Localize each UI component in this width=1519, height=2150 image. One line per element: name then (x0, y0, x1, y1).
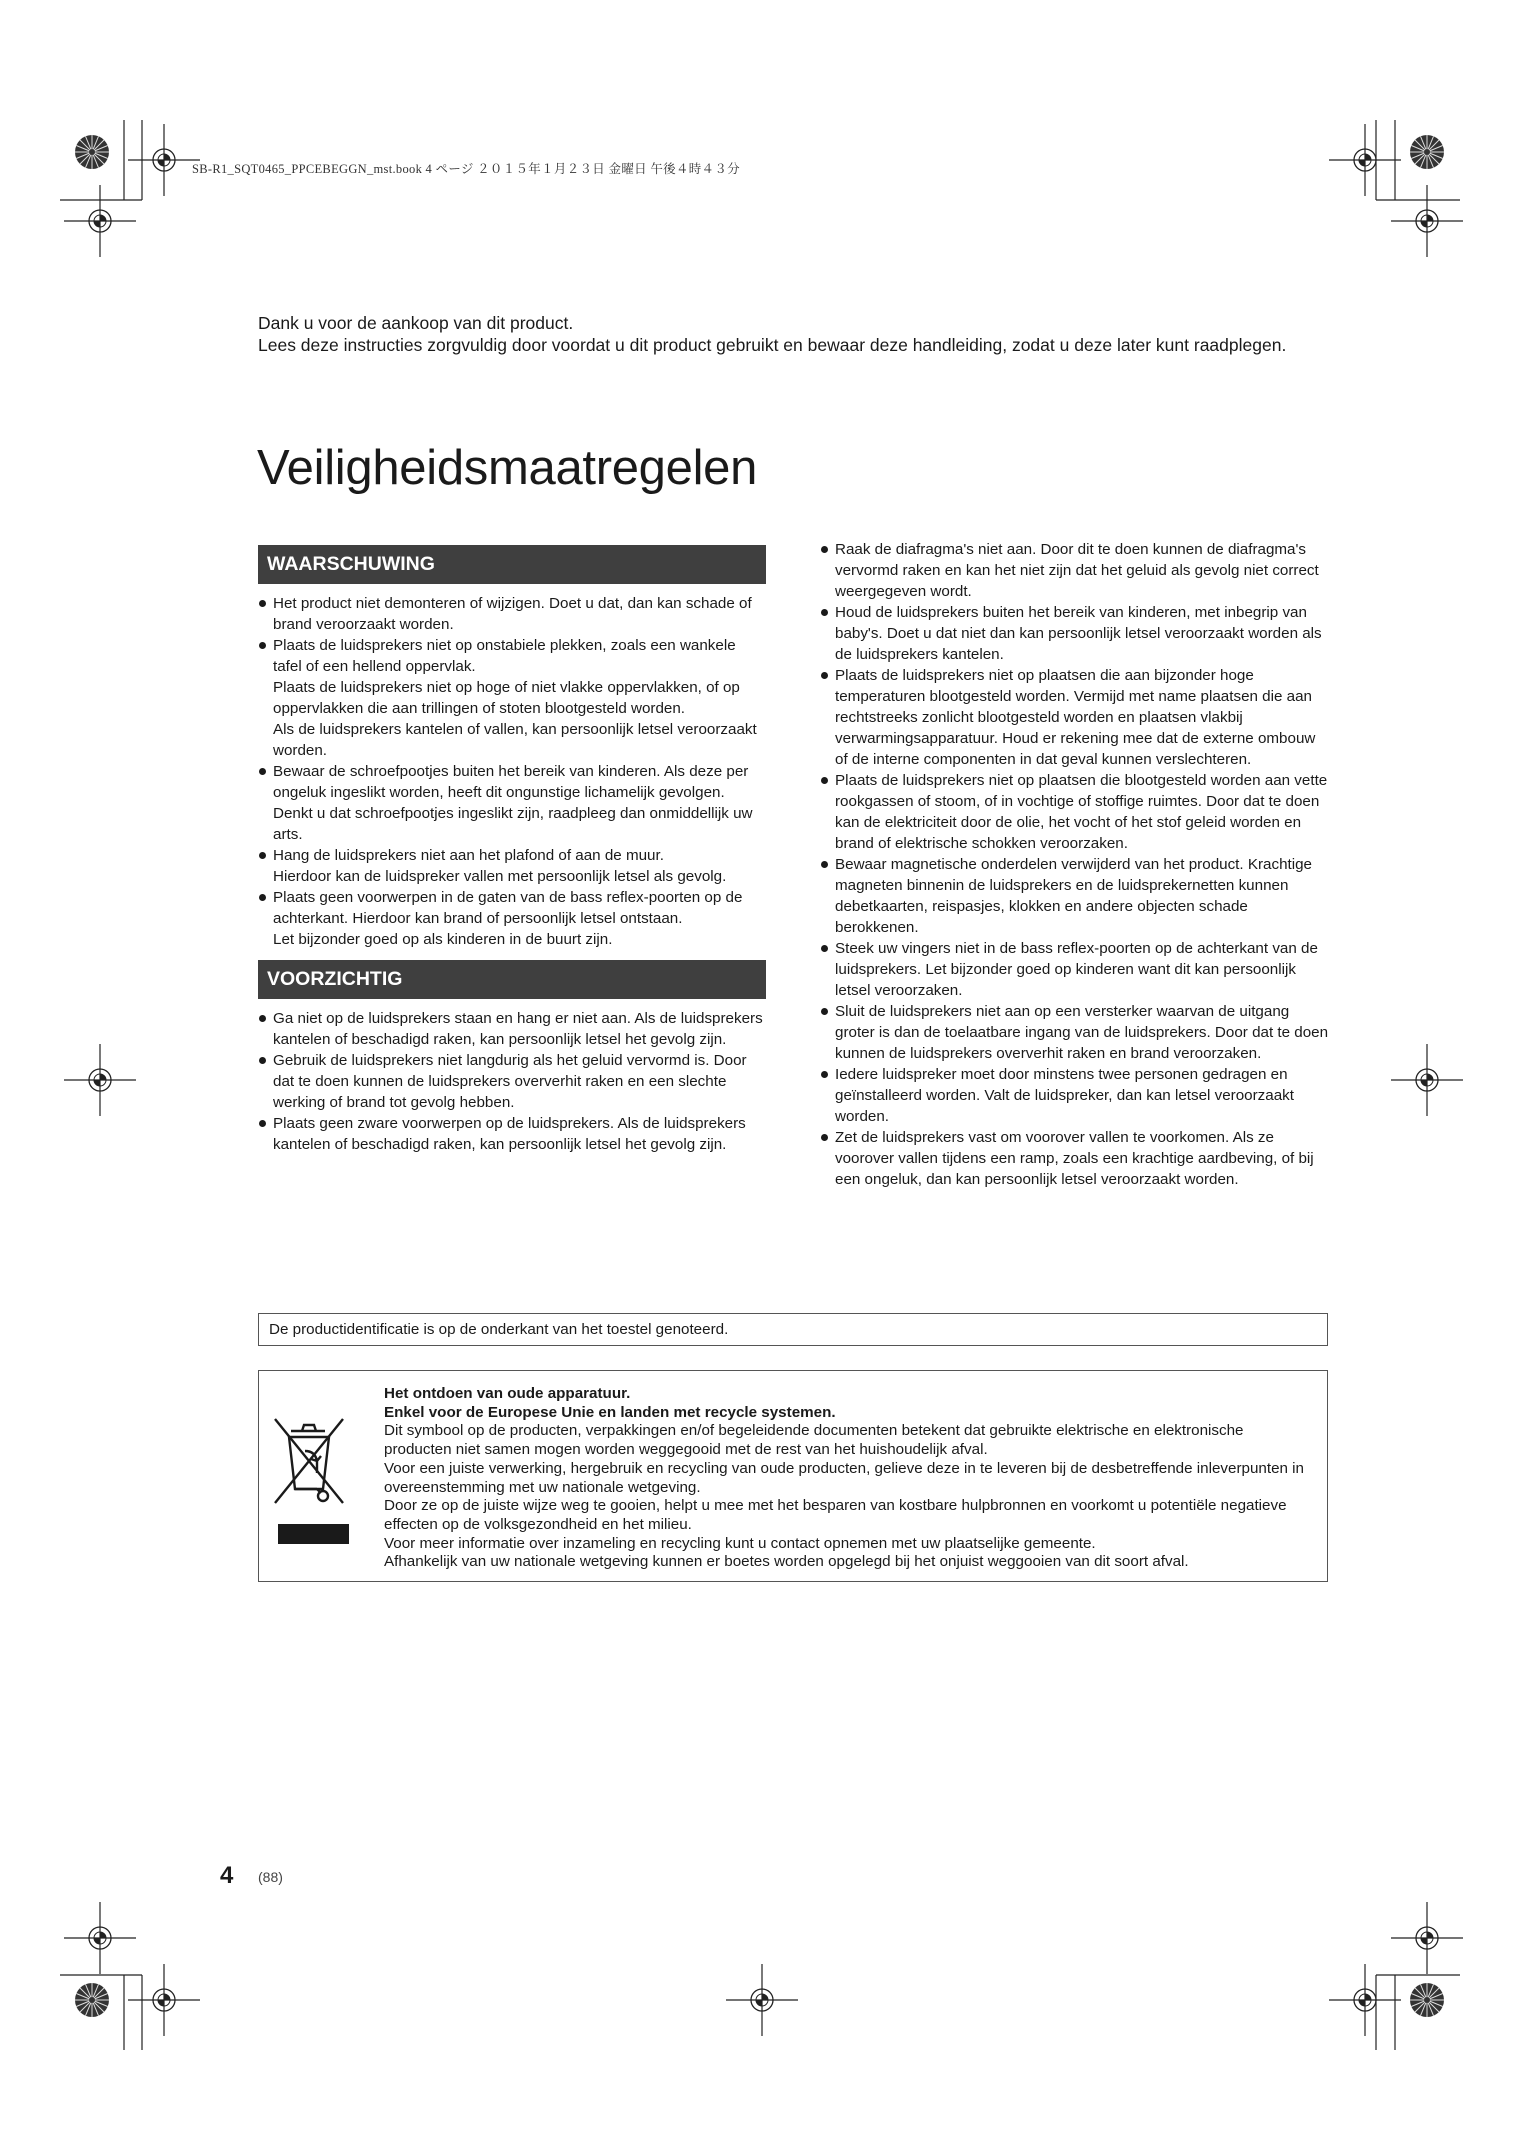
list-item-text: Het product niet demonteren of wijzigen. Doet u dat, dan kan schade of brand veroorzaakt worden. (273, 595, 752, 633)
list-item (820, 854, 1330, 938)
registration-target-icon (75, 135, 109, 169)
list-item (258, 635, 766, 761)
intro-text (258, 312, 1328, 356)
list-item-text: Let bijzonder goed op als kinderen in de buurt zijn. (273, 931, 613, 948)
list-item (258, 845, 766, 887)
registration-target-icon (1410, 1983, 1444, 2017)
intro-line-1: Dank u voor de aankoop van dit product. (258, 313, 574, 333)
list-item-text: Plaats geen zware voorwerpen op de luidsprekers. Als de luidsprekers kantelen of beschadigd raken, kan persoonlijk letsel het gevolg zijn. (273, 1115, 746, 1153)
list-item-text: Plaats de luidsprekers niet op onstabiele plekken, zoals een wankele tafel of een hellend oppervlak. (273, 637, 736, 675)
list-item-text: Zet de luidsprekers vast om voorover vallen te voorkomen. Als ze voorover vallen tijdens een ramp, zoals een krachtige aardbeving, of bij een ongeluk, dan kan persoonlijk letsel veroorzaakt worden. (835, 1129, 1314, 1188)
list-item-text: Gebruik de luidsprekers niet langdurig als het geluid vervormd is. Door dat te doen kunnen de luidsprekers oververhit raken en een slechte werking of brand tot gevolg hebben. (273, 1052, 747, 1111)
list-item-text: Als de luidsprekers kantelen of vallen, kan persoonlijk letsel veroorzaakt worden. (273, 721, 757, 759)
print-header-line: SB-R1_SQT0465_PPCEBEGGN_mst.book 4 ページ ２０１５年１月２３日 金曜日 午後４時４３分 (192, 162, 740, 176)
registration-target-icon (1410, 135, 1444, 169)
page-sub-number: (88) (258, 1869, 283, 1885)
disposal-paragraph: Door ze op de juiste wijze weg te gooien, helpt u mee met het besparen van kostbare hulpbronnen en voorkomt u potentiële negatieve effecten op de volksgezondheid en het milieu. (384, 1497, 1287, 1533)
registration-crosshair-icon (1391, 185, 1463, 257)
registration-crosshair-icon (1329, 124, 1401, 196)
list-item-text: Sluit de luidsprekers niet aan op een versterker waarvan de uitgang groter is dan de toelaatbare ingang van de luidsprekers. Door dat te doen kunnen de luidsprekers oververhit raken en brand veroorzaken. (835, 1003, 1329, 1062)
right-column (820, 539, 1330, 1190)
warning-header: WAARSCHUWING (258, 545, 766, 584)
disposal-paragraph: Voor een juiste verwerking, hergebruik en recycling van oude producten, gelieve deze in te leveren bij de desbetreffende inleverpunten in overeenstemming met uw nationale wetgeving. (384, 1459, 1304, 1496)
list-item (820, 539, 1330, 602)
list-item (820, 1001, 1330, 1064)
list-item (820, 1127, 1330, 1190)
disposal-text (384, 1385, 1314, 1572)
list-item-text: Hang de luidsprekers niet aan het plafond of aan de muur. (273, 847, 664, 864)
page-title: Veiligheidsmaatregelen (257, 441, 758, 495)
list-item (258, 1008, 766, 1050)
list-item (820, 1064, 1330, 1127)
list-item (820, 770, 1330, 854)
list-item (258, 1113, 766, 1155)
caution-header: VOORZICHTIG (258, 960, 766, 999)
registration-crosshair-icon (1391, 1902, 1463, 1974)
list-item-text: Iedere luidspreker moet door minstens twee personen gedragen en geïnstalleerd worden. Valt de luidspreker, dan kan letsel veroorzaakt worden. (835, 1066, 1294, 1125)
list-item-text: Plaats de luidsprekers niet op plaatsen die aan bijzonder hoge temperaturen blootgesteld worden. Vermijd met name plaatsen die aan rechtstreeks zonlicht blootgesteld worden en plaatsen vlakbij verwarmingsapparatuur. Houd er rekening mee dat de externe ombouw of de interne componenten in dat geval kunnen verslechteren. (835, 667, 1316, 768)
list-item (820, 602, 1330, 665)
right-list (820, 539, 1330, 1190)
list-item (820, 938, 1330, 1001)
registration-crosshair-icon (64, 1044, 136, 1116)
list-item-text: Bewaar magnetische onderdelen verwijderd van het product. Krachtige magneten binnenin de luidsprekers en de luidsprekernetten kunnen debetkaarten, reispasjes, klokken en andere objecten schade berokkenen. (835, 856, 1312, 936)
disposal-title: Het ontdoen van oude apparatuur. (384, 1385, 631, 1402)
registration-target-icon (75, 1983, 109, 2017)
registration-crosshair-icon (64, 1902, 136, 1974)
disposal-paragraph: Afhankelijk van uw nationale wetgeving kunnen er boetes worden opgelegd bij het onjuist weggooien van dit soort afval. (384, 1553, 1189, 1571)
disposal-paragraph: Voor meer informatie over inzameling en recycling kunt u contact opnemen met uw plaatselijke gemeente. (384, 1534, 1096, 1552)
list-item-text: Raak de diafragma's niet aan. Door dit te doen kunnen de diafragma's vervormd raken en kan het niet zijn dat het geluid als gevolg niet correct weergegeven wordt. (835, 541, 1319, 600)
list-item (820, 665, 1330, 770)
list-item-text: Plaats geen voorwerpen in de gaten van de bass reflex-poorten op de achterkant. Hierdoor kan brand of persoonlijk letsel ontstaan. (273, 889, 743, 927)
disposal-subtitle: Enkel voor de Europese Unie en landen met recycle systemen. (384, 1403, 836, 1421)
disposal-notice (258, 1370, 1328, 1582)
caution-list (258, 1008, 766, 1155)
list-item-text: Plaats de luidsprekers niet op hoge of niet vlakke oppervlakken, of op oppervlakken die aan trillingen of stoten blootgesteld worden. (273, 679, 740, 717)
list-item-text: Hierdoor kan de luidspreker vallen met persoonlijk letsel als gevolg. (273, 868, 727, 885)
list-item-text: Bewaar de schroefpootjes buiten het bereik van kinderen. Als deze per ongeluk ingeslikt worden, heeft dit ongunstige lichamelijk gevolgen. Denkt u dat schroefpootjes ingeslikt zijn, raadpleeg dan onmiddellijk uw arts. (273, 763, 753, 843)
registration-crosshair-icon (1391, 1044, 1463, 1116)
page-number: 4 (220, 1862, 234, 1889)
registration-crosshair-icon (128, 124, 200, 196)
registration-crosshair-icon (726, 1964, 798, 2036)
list-item (258, 593, 766, 635)
list-item-text: Steek uw vingers niet in de bass reflex-poorten op de achterkant van de luidsprekers. Let bijzonder goed op kinderen want dit kan persoonlijk letsel veroorzaken. (835, 940, 1318, 999)
product-id-note: De productidentificatie is op de onderkant van het toestel genoteerd. (258, 1313, 1328, 1346)
list-item (258, 1050, 766, 1113)
left-column (258, 545, 766, 1155)
intro-line-2: Lees deze instructies zorgvuldig door voordat u dit product gebruikt en bewaar deze handleiding, zodat u deze later kunt raadplegen. (258, 335, 1287, 355)
disposal-paragraph: Dit symbool op de producten, verpakkingen en/of begeleidende documenten betekent dat gebruikte elektrische en elektronische producten niet samen mogen worden weggegooid met de rest van het huishoudelijk afval. (384, 1422, 1244, 1459)
registration-crosshair-icon (64, 185, 136, 257)
list-item (258, 887, 766, 950)
list-item (258, 761, 766, 845)
list-item-text: Houd de luidsprekers buiten het bereik van kinderen, met inbegrip van baby's. Doet u dat niet dan kan persoonlijk letsel veroorzaakt worden als de luidsprekers kantelen. (835, 604, 1322, 663)
list-item-text: Ga niet op de luidsprekers staan en hang er niet aan. Als de luidsprekers kantelen of beschadigd raken, kan persoonlijk letsel het gevolg zijn. (273, 1010, 763, 1048)
list-item-text: Plaats de luidsprekers niet op plaatsen die blootgesteld worden aan vette rookgassen of stoom, of in vochtige of stoffige ruimtes. Door dat te doen kan de elektriciteit door de olie, het vocht of het stof geleid worden en brand of elektrische schokken veroorzaken. (835, 772, 1328, 852)
warning-list (258, 593, 766, 950)
crossed-out-wheelie-bin-icon (269, 1411, 349, 1551)
